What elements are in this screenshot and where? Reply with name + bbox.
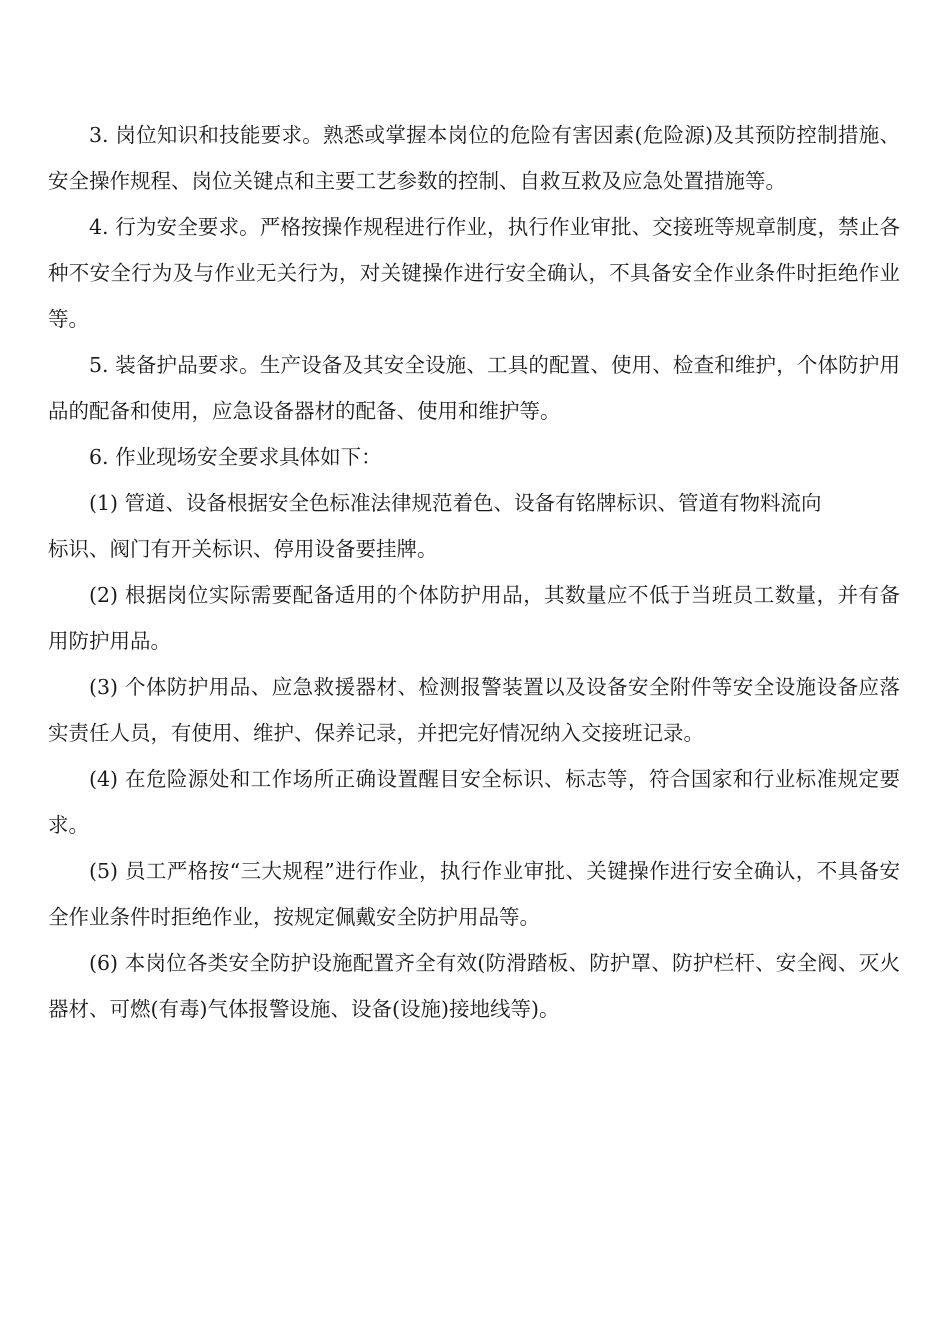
paragraph-subitem-2: (2) 根据岗位实际需要配备适用的个体防护用品，其数量应不低于当班员工数量，并有备用防护用品。 [48, 583, 900, 653]
paragraph-item-6: 6. 作业现场安全要求具体如下： [89, 445, 382, 469]
paragraph-item-3: 3. 岗位知识和技能要求。熟悉或掌握本岗位的危险有害因素(危险源)及其预防控制措施、安全操作规程、岗位关键点和主要工艺参数的控制、自救互救及应急处置措施等。 [48, 123, 900, 193]
paragraph-subitem-3: (3) 个体防护用品、应急救援器材、检测报警装置以及设备安全附件等安全设施设备应落实责任人员，有使用、维护、保养记录，并把完好情况纳入交接班记录。 [48, 675, 900, 745]
paragraph-subitem-5: (5) 员工严格按“三大规程”进行作业，执行作业审批、关键操作进行安全确认，不具备安全作业条件时拒绝作业，按规定佩戴安全防护用品等。 [48, 859, 900, 929]
paragraph-subitem-1-continued: 标识、阀门有开关标识、停用设备要挂牌。 [48, 537, 438, 561]
paragraph-subitem-1: (1) 管道、设备根据安全色标准法律规范着色、设备有铭牌标识、管道有物料流向 [89, 491, 822, 515]
paragraph-subitem-6: (6) 本岗位各类安全防护设施配置齐全有效(防滑踏板、防护罩、防护栏杆、安全阀、灭火器材、可燃(有毒)气体报警设施、设备(设施)接地线等)。 [48, 951, 900, 1021]
document-body [48, 112, 900, 1032]
paragraph-item-5: 5. 装备护品要求。生产设备及其安全设施、工具的配置、使用、检查和维护，个体防护用品的配备和使用，应急设备器材的配备、使用和维护等。 [48, 353, 900, 423]
paragraph-item-4: 4. 行为安全要求。严格按操作规程进行作业，执行作业审批、交接班等规章制度，禁止各种不安全行为及与作业无关行为，对关键操作进行安全确认，不具备安全作业条件时拒绝作业等。 [48, 215, 900, 331]
paragraph-subitem-4: (4) 在危险源处和工作场所正确设置醒目安全标识、标志等，符合国家和行业标准规定要求。 [48, 767, 900, 837]
